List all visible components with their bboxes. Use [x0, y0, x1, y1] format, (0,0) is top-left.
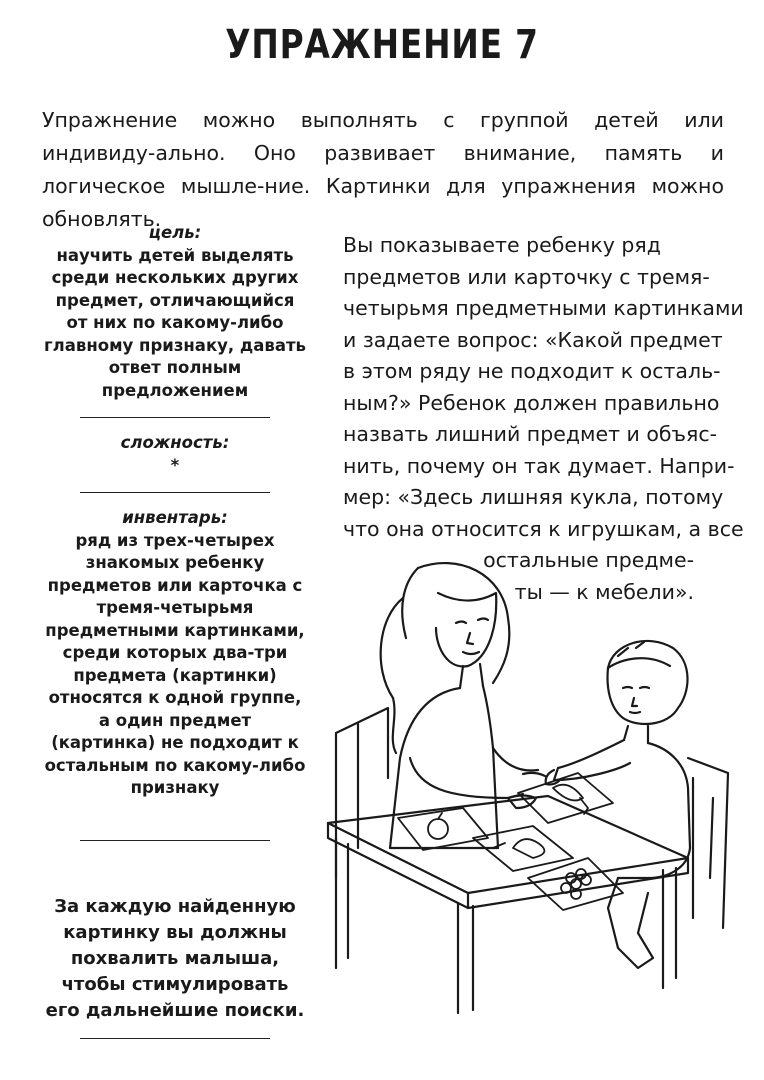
intro-text: Упражнение можно выполнять с группой детей или индивиду-ально. Оно развивает внимание, память и логическое мышле-ние. Картинки для упражнения можно обновлять.: [42, 108, 724, 231]
sidebar: [44, 222, 306, 855]
illustration: [318, 548, 738, 1018]
goal-text: научить детей выделять среди нескольких других предмет, отличающийся от них по какому-либо главному признаку, давать ответ полным предложением: [44, 245, 306, 400]
goal-label: цель:: [148, 223, 202, 242]
main-line: ты — к мебели».: [514, 579, 694, 604]
main-line: предметов или карточку с тремя-: [343, 264, 710, 289]
main-line: что она относится к игрушкам, а все: [343, 516, 744, 541]
inventory-text: ряд из трех-четырех знакомых ребенку предметов или карточка с тремя-четырьмя предметными картинками, среди которых два-три предмета (картинки) относятся к одной группе, а один предмет (картинка) не подходит к остальным по какому-либо признаку: [44, 530, 306, 797]
praise-note-text: За каждую найденную картинку вы должны похвалить малыша, чтобы стимулировать его дальнейшие поиски.: [45, 896, 305, 1021]
divider: [80, 417, 270, 418]
woman-chair: [336, 708, 388, 878]
praise-note: [44, 894, 306, 1053]
main-line: Вы показываете ребенку ряд: [343, 233, 661, 257]
inventory-label: инвентарь:: [122, 508, 228, 527]
intro-paragraph: [42, 104, 724, 236]
main-line: остальные предме-: [483, 548, 694, 572]
page-title: УПРАЖНЕНИЕ 7: [225, 22, 539, 68]
divider: [80, 492, 270, 493]
table: [328, 796, 688, 1013]
main-line: мер: «Здесь лишняя кукла, потому: [343, 485, 724, 509]
main-line: и задаете вопрос: «Какой предмет: [343, 327, 723, 352]
main-line: ным?» Ребенок должен правильно: [343, 390, 720, 415]
woman-figure: [381, 563, 545, 848]
divider: [80, 1038, 270, 1039]
main-line: четырьмя предметными картинками: [343, 296, 744, 320]
main-line: в этом ряду не подходит к осталь-: [343, 359, 721, 383]
main-line: нить, почему он так думает. Напри-: [343, 453, 735, 478]
difficulty-label: сложность:: [120, 433, 230, 452]
divider: [80, 840, 270, 841]
difficulty-value: *: [170, 455, 180, 475]
main-line: назвать лишний предмет и объяс-: [343, 422, 718, 446]
child-chair: [688, 758, 728, 928]
